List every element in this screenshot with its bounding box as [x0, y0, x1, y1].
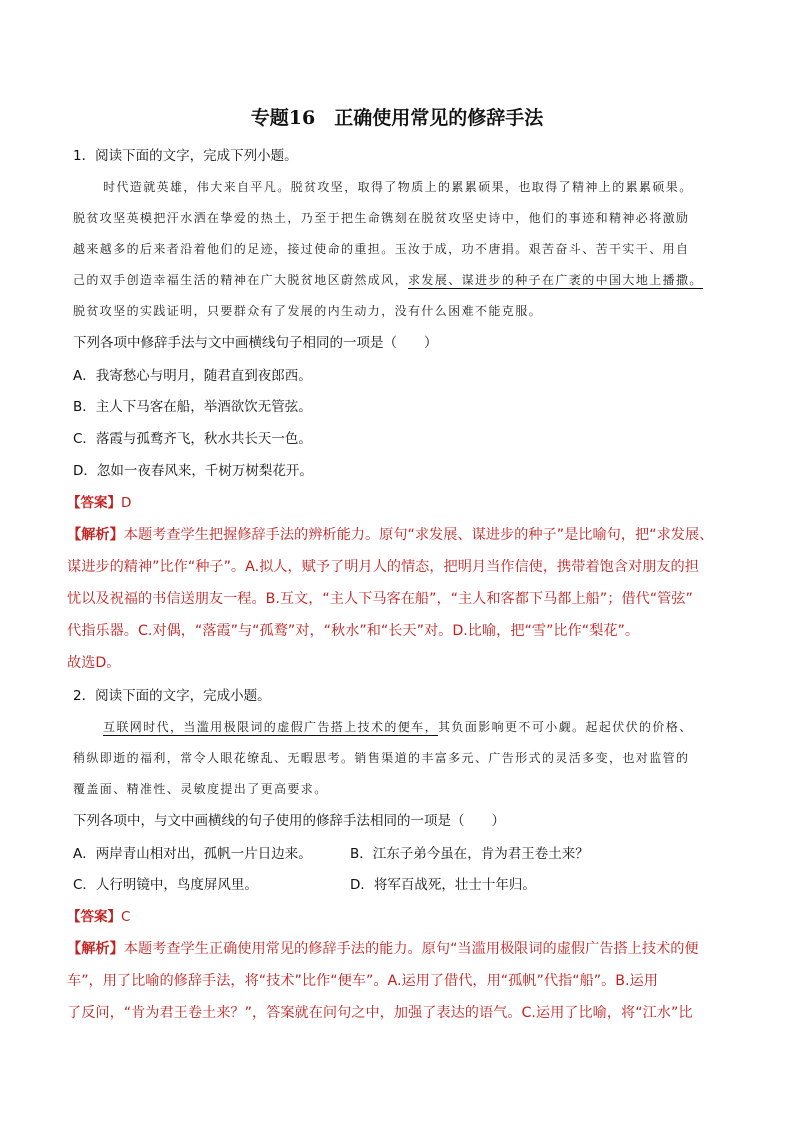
q1-analysis-line: 谋进步的精神”比作“种子”。A.拟人，赋予了明月人的情态，把明月当作信使，携带着饱含对朋友的担	[67, 559, 699, 575]
q2-option-b: B．江东子弟今虽在，肯为君王卷土来？	[350, 846, 589, 862]
q2-analysis-line	[67, 939, 699, 959]
page-title: 专题16 正确使用常见的修辞手法	[250, 107, 544, 129]
answer-value: C	[121, 909, 131, 925]
q1-option-d: D．忽如一夜春风来，千树万树梨花开。	[73, 463, 313, 479]
q1-prompt: 1．阅读下面的文字，完成下列小题。	[73, 148, 298, 164]
answer-label: 【答案】	[67, 495, 121, 511]
answer-value: D	[121, 495, 132, 511]
analysis-label: 【解析】	[67, 527, 124, 543]
q2-passage-line: 稍纵即逝的福利，常令人眼花缭乱、无暇思考。销售渠道的丰富多元、广告形式的灵活多变，也对监管的	[73, 751, 690, 765]
q1-analysis-line	[67, 525, 713, 545]
analysis-text: 本题考查学生把握修辞手法的辨析能力。原句“求发展、谋进步的种子”是比喻句，把“求发展、	[123, 527, 714, 543]
q1-underlined-sentence: 求发展、谋进步的种子在广袤的中国大地上播撒。	[408, 273, 703, 287]
q2-stem: 下列各项中，与文中画横线的句子使用的修辞手法相同的一项是（ ）	[73, 813, 505, 829]
q1-passage-text: 己的双手创造幸福生活的精神在广大脱贫地区蔚然成风，	[73, 273, 409, 287]
q2-option-c: C．人行明镜中，鸟度屏风里。	[73, 877, 258, 893]
q2-passage-line: 覆盖面、精准性、灵敏度提出了更高要求。	[73, 782, 328, 796]
q2-analysis-line: 车”，用了比喻的修辞手法，将“技术”比作“便车”。A.运用了借代，用“孤帆”代指“船”。B.运用	[67, 973, 658, 989]
q1-passage-line: 脱贫攻坚英模把汗水洒在挚爱的热土，乃至于把生命镌刻在脱贫攻坚史诗中，他们的事迹和精神必将激励	[73, 211, 690, 225]
q2-option-d: D．将军百战死，壮士十年归。	[350, 877, 536, 893]
q1-stem: 下列各项中修辞手法与文中画横线句子相同的一项是（ ）	[73, 335, 438, 351]
analysis-label: 【解析】	[67, 941, 124, 957]
q1-answer	[67, 493, 131, 513]
q1-analysis-line: 代指乐器。C.对偶，“落霞”与“孤鹜”对，“秋水”和“长天”对。D.比喻，把“雪”比作“梨花”。	[67, 623, 640, 639]
q2-option-a: A．两岸青山相对出，孤帆一片日边来。	[73, 846, 312, 862]
answer-label: 【答案】	[67, 909, 121, 925]
q1-passage-line: 脱贫攻坚的实践证明，只要群众有了发展的内生动力，没有什么困难不能克服。	[73, 304, 543, 318]
q1-passage-line: 时代造就英雄，伟大来自平凡。脱贫攻坚，取得了物质上的累累硕果，也取得了精神上的累累硕果。	[103, 180, 693, 194]
q2-passage-text: 其负面影响更不可小觑。起起伏伏的价格、	[438, 720, 693, 734]
analysis-text: 本题考查学生正确使用常见的修辞手法的能力。原句“当滥用极限词的虚假广告搭上技术的便	[123, 941, 699, 957]
q2-analysis-line: 了反问，“肯为君王卷土来？”，答案就在问句之中，加强了表达的语气。C.运用了比喻，将“江水”比	[67, 1005, 693, 1021]
q1-analysis-line: 忧以及祝福的书信送朋友一程。B.互文，“主人下马客在船”，“主人和客都下马都上船”；借代“管弦”	[67, 591, 693, 607]
q2-passage-line	[103, 717, 693, 737]
q2-prompt: 2．阅读下面的文字，完成小题。	[73, 688, 271, 704]
q1-option-a: A．我寄愁心与明月，随君直到夜郎西。	[73, 368, 312, 384]
q1-analysis-line: 故选D。	[67, 655, 121, 671]
q2-underlined-sentence: 互联网时代，当滥用极限词的虚假广告搭上技术的便车，	[103, 720, 439, 734]
q1-passage-line	[73, 270, 703, 290]
q2-answer	[67, 907, 130, 927]
q1-option-b: B．主人下马客在船，举酒欲饮无管弦。	[73, 399, 312, 415]
q1-passage-line: 越来越多的后来者沿着他们的足迹，接过使命的重担。玉汝于成，功不唐捐。艰苦奋斗、苦干实干、用自	[73, 242, 690, 256]
q1-option-c: C．落霞与孤鹜齐飞，秋水共长天一色。	[73, 431, 312, 447]
